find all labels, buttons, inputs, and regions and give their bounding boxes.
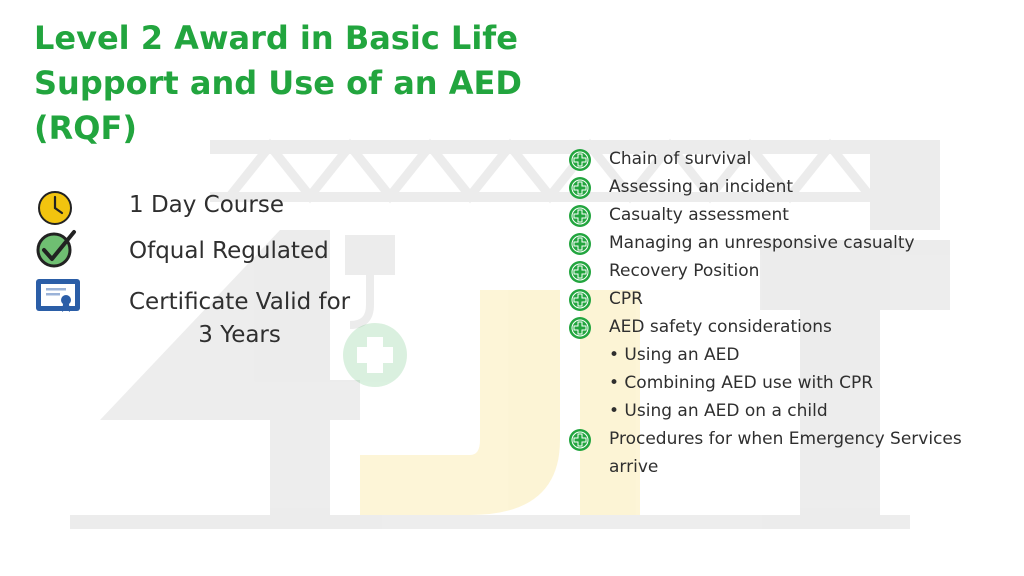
certificate-text [129,286,350,352]
topic-text: CPR [609,289,643,309]
topic-text: Managing an unresponsive casualty [609,233,915,253]
topic-text: • Using an AED on a child [609,401,828,421]
topic-text: • Using an AED [609,345,740,365]
list-item [568,425,1008,481]
checkmark-badge-icon [34,228,82,268]
certificate-line-1: Certificate Valid for [129,289,351,315]
list-item [568,145,1008,173]
list-item [568,201,1008,229]
first-aid-cross-icon [568,148,592,172]
list-item [568,285,1008,313]
page-title: Level 2 Award in Basic Life Support and Use of an AED (RQF) [34,19,522,147]
topic-text: Procedures for when Emergency Services arrive [609,429,962,477]
topic-text: Chain of survival [609,149,752,169]
list-item [568,313,1008,341]
first-aid-cross-icon [568,316,592,340]
topic-list [568,145,1008,481]
regulated-text: Ofqual Regulated [129,238,329,264]
topic-text: Casualty assessment [609,205,789,225]
topic-text: • Combining AED use with CPR [609,373,874,393]
clock-icon [34,188,82,228]
list-item [568,341,1008,369]
list-item [568,229,1008,257]
list-item [568,369,1008,397]
course-length-text: 1 Day Course [129,192,284,218]
list-item [568,173,1008,201]
first-aid-cross-icon [568,232,592,256]
certificate-line-2: 3 Years [198,322,281,348]
topic-text: Recovery Position [609,261,760,281]
first-aid-cross-icon [568,176,592,200]
topic-text: AED safety considerations [609,317,832,337]
list-item [568,397,1008,425]
list-item [568,257,1008,285]
first-aid-cross-icon [568,428,592,452]
topic-text: Assessing an incident [609,177,794,197]
certificate-icon [34,276,82,316]
first-aid-cross-icon [568,260,592,284]
first-aid-cross-icon [568,288,592,312]
first-aid-cross-icon [568,204,592,228]
